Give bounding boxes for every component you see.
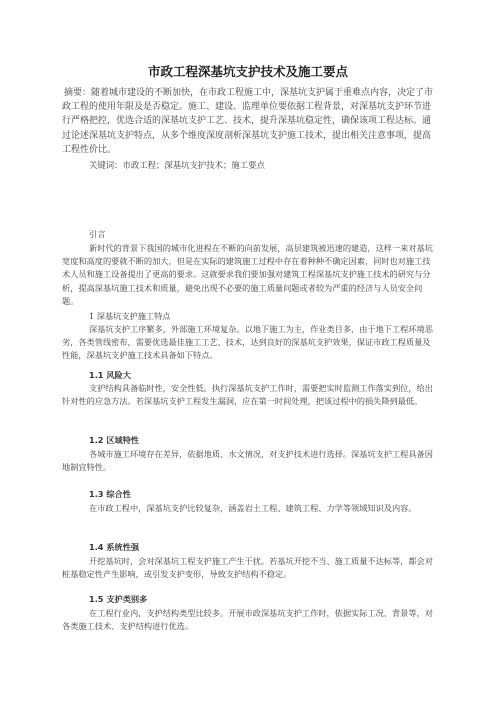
section-1-5-paragraph: 在工程行业内，支护结构类型比较多。开展市政深基坑支护工作时，依据实际工况、背景等，对各类施工技术、支护结构进行优选。 (62, 608, 433, 632)
section-1-2-paragraph: 各城市施工环境存在差异，依据地质、水文情况，对支护技术进行选择。深基坑支护工程具备因地制宜特性。 (62, 449, 433, 473)
section-1-1-heading: 1.1 风险大 (89, 370, 131, 380)
intro-heading: 引言 (89, 229, 106, 239)
keywords-line: 关键词：市政工程；深基坑支护技术；施工要点 (89, 160, 265, 170)
intro-paragraph: 新时代的背景下我国的城市化进程在不断的向前发展，高层建筑被迅速的建造，这样一来对基坑宽度和高度的要就不断的加大，但是在实际的建筑施工过程中存在着种种不确定因素，同时也对施工技术人员和施工设备提出了更高的要求。这就要求我们要加强对建筑工程深基坑支护施工技术的研究与分析，提高深基坑施工技术和质量，避免出现不必要的施工质量问题或者较为严重的经济与人员安全问题。 (62, 243, 433, 306)
section-1-4-heading: 1.4 系统性强 (89, 542, 140, 552)
abstract-paragraph: 摘要：随着城市建设的不断加快，在市政工程施工中，深基坑支护属于重难点内容，决定了市政工程的使用年限及是否稳定。施工、建设、监理单位要依据工程背景，对深基坑支护环节进行严格把控，优选合适的深基坑支护工艺、技术，提升深基坑稳定性，确保该项工程达标。通过论述深基坑支护特点，从多个维度深度剖析深基坑支护施工技术，提出相关注意事项，提高工程性价比。 (62, 88, 434, 155)
section-1-2-heading: 1.2 区域特性 (89, 435, 140, 445)
section-1-paragraph: 深基坑支护工序繁多，外部施工环境复杂。以地下施工为主，作业类目多，由于地下工程环境恶劣，各类管线密布，需要优选最佳施工工艺、技术，达到良好的深基坑支护效果，保证市政工程质量及性能，深基坑支护施工技术具备如下特点。 (62, 324, 433, 361)
document-title: 市政工程深基坑支护技术及施工要点 (147, 64, 348, 79)
section-1-5-heading: 1.5 支护类别多 (89, 594, 148, 604)
section-1-3-paragraph: 在市政工程中，深基坑支护比较复杂，涵盖岩土工程、建筑工程、力学等领域知识及内容。 (89, 503, 417, 513)
section-1-heading: 1 深基坑支护施工特点 (89, 311, 171, 321)
section-1-4-paragraph: 开挖基坑时，会对深基坑工程支护施工产生干扰。若基坑开挖不当、施工质量不达标等，都会对桩基稳定性产生影响，或引发支护变形，导致支护结构不稳定。 (62, 556, 433, 580)
section-1-1-paragraph: 支护结构具备临时性，安全性低。执行深基坑支护工作时，需要把实时监测工作落实到位，给出针对性的应急方法。若深基坑支护工程发生漏洞，应在第一时间处理，把该过程中的损失降到最低。 (62, 383, 433, 407)
section-1-3-heading: 1.3 综合性 (89, 489, 131, 499)
